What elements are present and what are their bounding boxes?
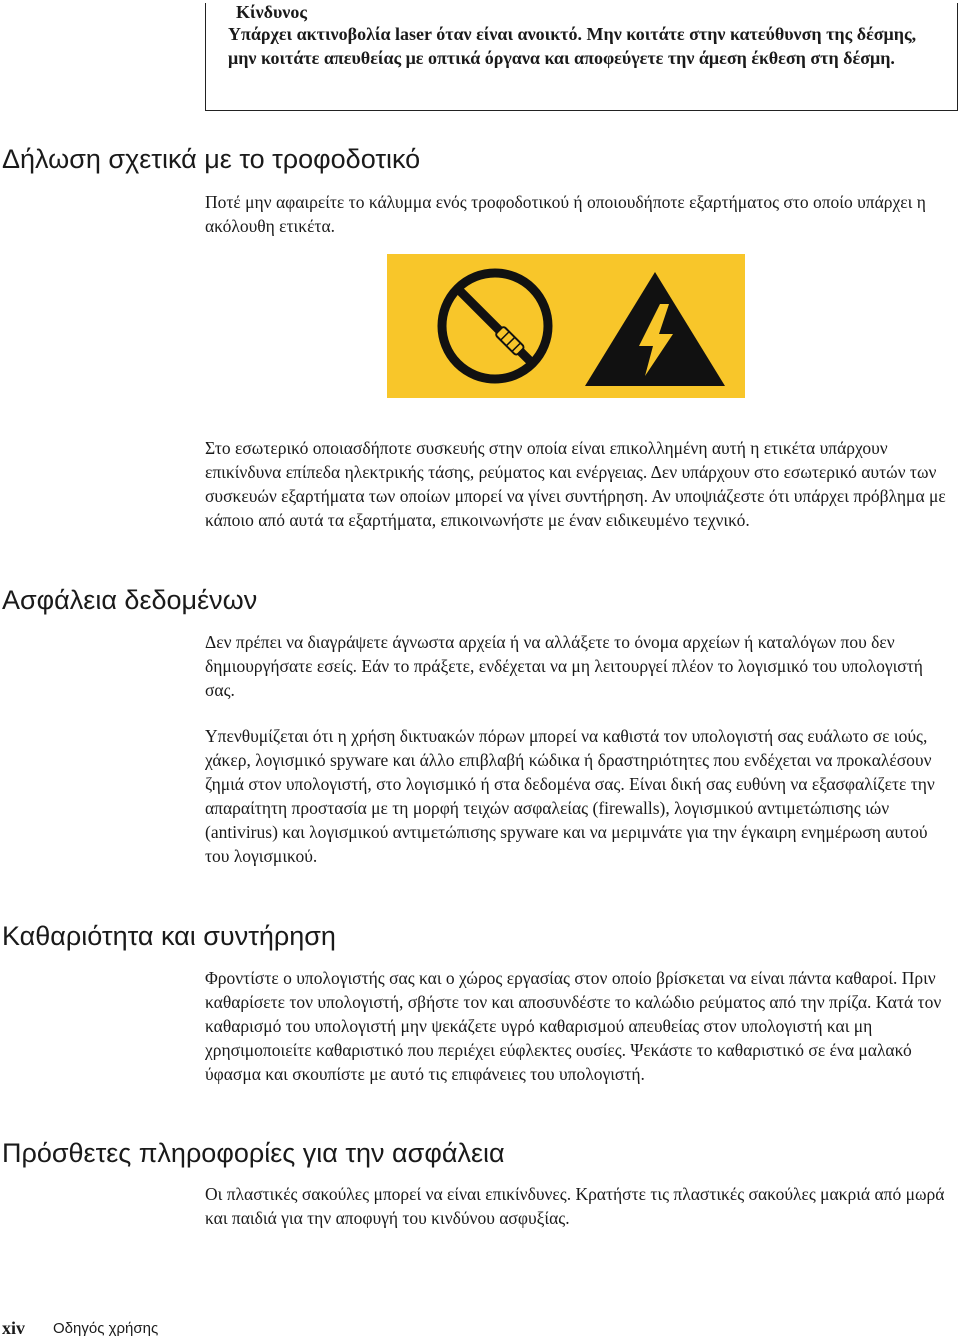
cleaning-p1: Φροντίστε ο υπολογιστής σας και ο χώρος εργασίας στον οποίο βρίσκεται να είναι πάντα καθαροί. Πριν καθαρίσετε τον υπολογιστή, σβήστε τον και αποσυνδέστε το καλώδιο ρεύματος από την πρίζα. Κατά τον καθαρισμό του υπολογιστή μην ψεκάζετε υγρό καθαρισμού απευθείας στον υπολογιστή και μη χρησιμοποιείτε καθαριστικό που περιέχει εύφλεκτες ουσίες. Ψεκάστε το καθαριστικό σε ένα μαλακό ύφασμα και σκουπίστε με αυτό τις επιφάνειες του υπολογιστή. bbox=[205, 968, 942, 1084]
data-safety-p1: Δεν πρέπει να διαγράψετε άγνωστα αρχεία ή να αλλάξετε το όνομα αρχείων ή καταλόγων που δεν δημιουργήσατε εσείς. Εάν το πράξετε, ενδέχεται να μη λειτουργεί πλέον το λογισμικό του υπολογιστή σας. bbox=[205, 632, 923, 700]
danger-title: Κίνδυνος bbox=[236, 2, 307, 22]
additional-p1: Οι πλαστικές σακούλες μπορεί να είναι επικίνδυνες. Κρατήστε τις πλαστικές σακούλες μακριά από μωρά και παιδιά για την αποφυγή του κινδύνου ασφυξίας. bbox=[205, 1184, 945, 1228]
danger-text: Υπάρχει ακτινοβολία laser όταν είναι ανοικτό. Μην κοιτάτε στην κατεύθυνση της δέσμης, μην κοιτάτε απευθείας με οπτικά όργανα και αποφεύγετε την άμεση έκθεση στη δέσμη. bbox=[228, 24, 917, 68]
hazard-label-graphic bbox=[387, 254, 745, 398]
electrical-hazard-icon bbox=[585, 272, 725, 386]
no-tool-icon bbox=[442, 273, 548, 379]
power-supply-heading: Δήλωση σχετικά με το τροφοδοτικό bbox=[2, 144, 421, 174]
data-safety-heading: Ασφάλεια δεδομένων bbox=[2, 585, 258, 615]
additional-heading: Πρόσθετες πληροφορίες για την ασφάλεια bbox=[2, 1138, 505, 1168]
hazard-label bbox=[387, 254, 745, 398]
data-safety-p2: Υπενθυμίζεται ότι η χρήση δικτυακών πόρων μπορεί να καθιστά τον υπολογιστή σας ευάλωτο σε ιούς, χάκερ, λογισμικό spyware και άλλο επιβλαβή κώδικα ή δραστηριότητες που ενδέχεται να προκαλέσουν ζημιά στον υπολογιστή, στο λογισμικό ή στα δεδομένα σας. Είναι δική σας ευθύνη να εξασφαλίζετε την απαραίτητη προστασία με τη μορφή τειχών ασφαλείας (firewalls), λογισμικού αντιμετώπισης ιών (antivirus) και λογισμικού αντιμετώπισης spyware και να μεριμνάτε για την έγκαιρη ενημέρωση αυτού του λογισμικού. bbox=[205, 726, 935, 866]
power-supply-body: Στο εσωτερικό οποιασδήποτε συσκευής στην οποία είναι επικολλημένη αυτή η ετικέτα υπάρχουν επικίνδυνα επίπεδα ηλεκτρικής τάσης, ρεύματος και ενέργειας. Δεν υπάρχουν στο εσωτερικό αυτών των συσκευών εξαρτήματα των οποίων μπορεί να γίνει συντήρηση. Αν υποψιάζεστε ότι υπάρχει πρόβλημα με κάποιο από αυτά τα εξαρτήματα, επικοινωνήστε με έναν ειδικευμένο τεχνικό. bbox=[205, 438, 946, 530]
page-number: xiv bbox=[2, 1318, 26, 1338]
cleaning-heading: Καθαριότητα και συντήρηση bbox=[2, 921, 336, 951]
power-supply-intro: Ποτέ μην αφαιρείτε το κάλυμμα ενός τροφοδοτικού ή οποιουδήποτε εξαρτήματος στο οποίο υπάρχει η ακόλουθη ετικέτα. bbox=[205, 192, 926, 236]
footer-doc-title: Οδηγός χρήσης bbox=[53, 1320, 159, 1337]
